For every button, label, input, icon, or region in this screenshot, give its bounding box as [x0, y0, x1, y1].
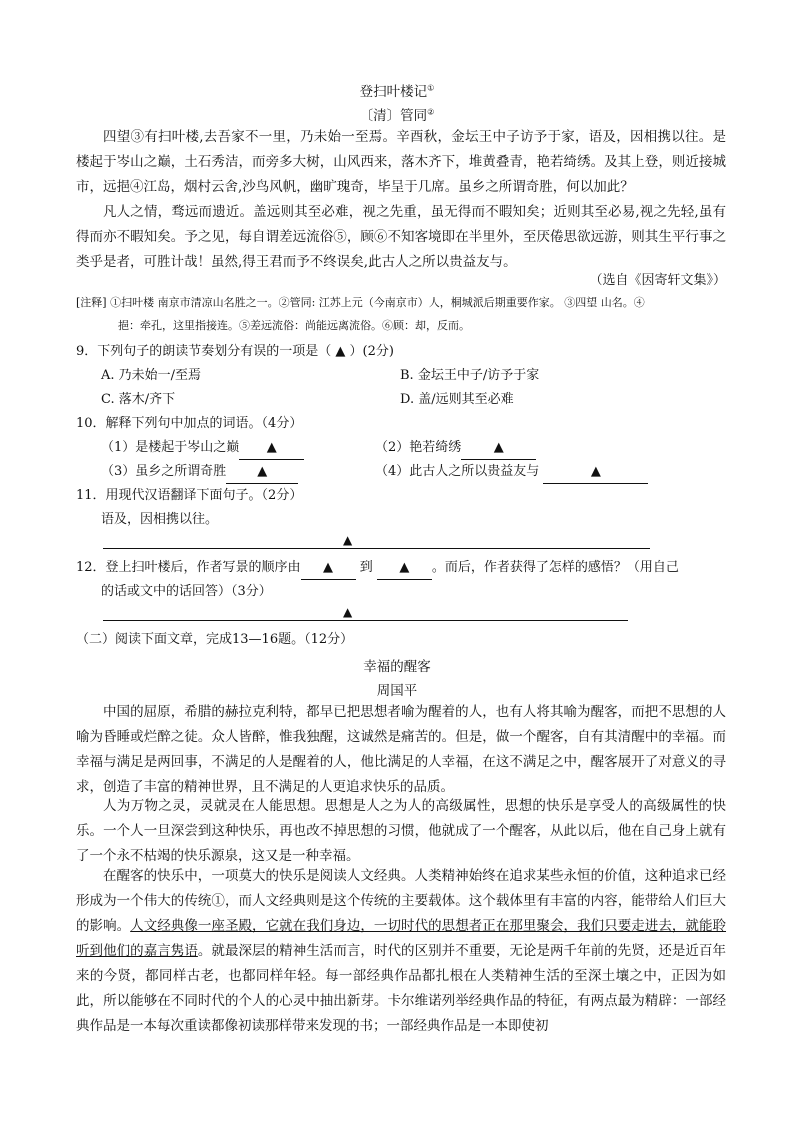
underlined-sentence: 人文经典像一座圣殿，它就在我们身边，一切时代的思想者正在那里聚会，我们只要走进去，就能聆听到他们的嘉言隽语 [76, 918, 727, 959]
q9-option-d: D. 盖/远则其至必难 [400, 392, 514, 407]
passage1-note-line-2: 挹：牵孔，这里指接连。⑤差远流俗：尚能远离流俗。⑥顾：却，反而。 [118, 319, 470, 332]
answer-blank[interactable]: ▲ [461, 437, 536, 460]
question-12-line-1: 12．登上扫叶楼后，作者写景的顺序由 ▲ 到 ▲ 。而后，作者获得了怎样的感悟？（用自己 [76, 557, 679, 580]
passage1-title: 登扫叶楼记① [359, 83, 435, 100]
question-10: 10．解释下列句中加点的词语。（4分） [76, 416, 303, 431]
passage2-paragraph-2: 人为万物之灵，灵就灵在人能思想。思想是人之为人的高级属性，思想的快乐是享受人的高级属性的快乐。一个人一旦深尝到这种快乐，再也改不掉思想的习惯，他就成了一个醒客，从此以后，他在自己身上就有了一个永不枯竭的快乐源泉，这又是一种幸福。 [76, 798, 726, 864]
question-11: 11．用现代汉语翻译下面句子。（2分） [76, 488, 303, 503]
answer-blank[interactable]: ▲ [239, 437, 304, 460]
question-12-line-2: 的话或文中的话回答）（3分） [101, 584, 272, 599]
answer-blank[interactable]: ▲ [226, 461, 298, 484]
answer-blank[interactable]: ▲ [543, 461, 648, 484]
q9-option-a: A. 乃未始一/至焉 [101, 368, 202, 383]
answer-line-q11[interactable] [103, 548, 650, 549]
question-9: 9．下列句子的朗读节奏划分有误的一项是（ ▲ ）(2分) [76, 344, 394, 359]
q10-item-2: （2）艳若绮绣 ▲ [375, 437, 536, 460]
answer-blank[interactable]: ▲ [377, 557, 432, 580]
answer-marker: ▲ [343, 605, 353, 619]
passage1-note-line-1: [注释] ①扫叶楼 南京市清凉山名胜之一。②管同: 江苏上元（今南京市）人，桐城派后期重要作家。 ③四望 山名。④ [76, 296, 645, 309]
passage2-author: 周国平 [376, 683, 418, 699]
passage1-author: 〔清〕管同② [359, 107, 435, 124]
answer-marker: ▲ [343, 533, 353, 547]
q11-sentence: 语及，因相携以往。 [101, 512, 219, 527]
passage1-paragraph-1: 四望③有扫叶楼,去吾家不一里，乃未始一至焉。辛酉秋，金坛王中子访予于家，语及，因相携以往。是楼起于岑山之巅，土石秀洁，而旁多大树，山风西来，落木齐下，堆黄叠青，艳若绮绣。及其上登，则近接城市，远挹④江岛，烟村云舍,沙鸟风帆，幽旷瑰奇，毕呈于几席。虽乡之所谓奇胜，何以加此？ [76, 129, 726, 195]
answer-line-q12[interactable] [103, 620, 628, 621]
answer-blank[interactable]: ▲ [301, 557, 356, 580]
passage2-title: 幸福的醒客 [363, 659, 431, 675]
passage1-paragraph-2: 凡人之情，骛远而遗近。盖远则其至必难，视之先重，虽无得而不暇知矣；近则其至必易,视之先轻,虽有得而亦不暇知矣。予之见，每自谓差远流俗⑤，顾⑥不知客境即在半里外，至厌倦思欲远游，则其生平行事之类乎是者，可胜计哉！虽然,得王君而予不终误矣,此古人之所以贵益友与。 [76, 204, 726, 270]
q9-option-b: B. 金坛王中子/访予于家 [400, 368, 540, 383]
passage2-paragraph-1: 中国的屈原，希腊的赫拉克利特，都早已把思想者喻为醒着的人，也有人将其喻为醒客，而把不思想的人喻为昏睡或烂醉之徒。众人皆醉，惟我独醒，这诚然是痛苦的。但是，做一个醒客，自有其清醒中的幸福。而幸福与满足是两回事，不满足的人是醒着的人，他比满足的人幸福，在这不满足之中，醒客展开了对意义的寻求，创造了丰富的精神世界，且不满足的人更追求快乐的品质。 [76, 704, 726, 795]
passage2-paragraph-3: 在醒客的快乐中，一项莫大的快乐是阅读人文经典。人类精神始终在追求某些永恒的价值，这种追求已经形成为一个伟大的传统①，而人文经典则是这个传统的主要载体。这个载体里有丰富的内容，能带给人们巨大的影响。人文经典像一座圣殿，它就在我们身边，一切时代的思想者正在那里聚会，我们只要走进去，就能聆听到他们的嘉言隽语。就最深层的精神生活而言，时代的区别并不重要，无论是两千年前的先贤，还是近百年来的今贤，都同样古老，也都同样年轻。每一部经典作品都扎根在人类精神生活的至深土壤之中，正因为如此，所以能够在不同时代的个人的心灵中抽出新芽。卡尔维诺列举经典作品的特征，有两点最为精辟：一部经典作品是一本每次重读都像初读那样带来发现的书；一部经典作品是一本即使初 [76, 868, 727, 1034]
passage1-source: （选自《因寄轩文集》） [589, 273, 726, 288]
q10-item-4: （4）此古人之所以贵益友与 ▲ [375, 461, 648, 484]
q9-option-c: C. 落木/齐下 [101, 392, 176, 407]
section-2-header: （二）阅读下面文章，完成13—16题。（12分） [76, 632, 354, 647]
q10-item-3: （3）虽乡之所谓奇胜 ▲ [101, 461, 298, 484]
q10-item-1: （1）是楼起于岑山之巅 ▲ [101, 437, 304, 460]
